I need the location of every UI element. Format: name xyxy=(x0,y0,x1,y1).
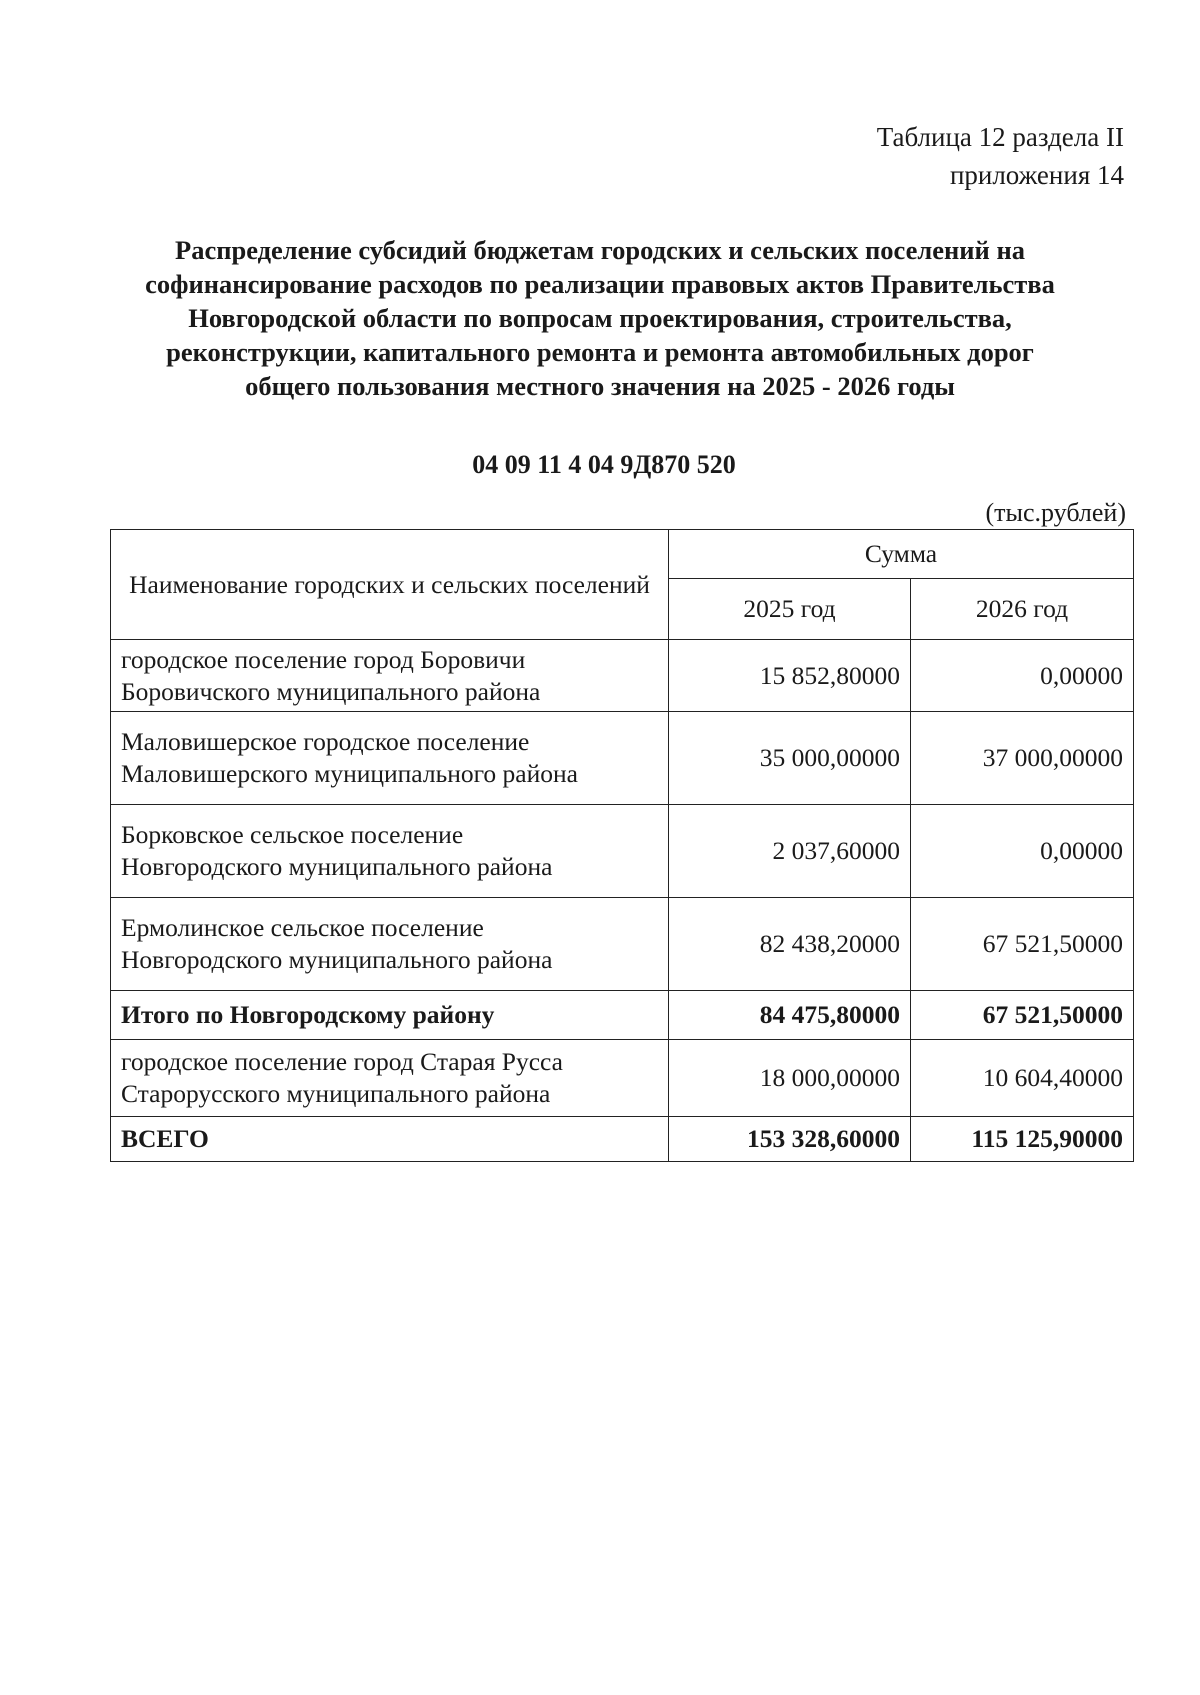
amount-2026: 0,00000 xyxy=(911,640,1134,712)
title-line-5: общего пользования местного значения на 2025 - 2026 годы xyxy=(245,371,955,401)
amount-2025: 15 852,80000 xyxy=(669,640,911,712)
amount-2026: 37 000,00000 xyxy=(911,712,1134,805)
header-settlement-name: Наименование городских и сельских поселений xyxy=(111,530,669,640)
table-header-row xyxy=(111,530,1134,579)
settlement-name-line-2: Боровичского муниципального района xyxy=(121,676,541,706)
subtotal-label: Итого по Новгородскому району xyxy=(111,991,669,1040)
amount-2026: 0,00000 xyxy=(911,805,1134,898)
settlement-name xyxy=(111,1040,669,1117)
grand-total-2025: 153 328,60000 xyxy=(669,1117,911,1162)
settlement-name-line-1: Маловишерское городское поселение xyxy=(121,727,530,756)
grand-total-2026: 115 125,90000 xyxy=(911,1117,1134,1162)
settlement-name-line-2: Старорусского муниципального района xyxy=(121,1079,551,1108)
amount-2025: 2 037,60000 xyxy=(669,805,911,898)
grand-total-row xyxy=(111,1117,1134,1162)
header-sum: Сумма xyxy=(669,530,1134,579)
unit-label: (тыс.рублей) xyxy=(985,498,1126,527)
settlement-name-line-2: Новгородского муниципального района xyxy=(121,852,553,881)
budget-classification-code: 04 09 11 4 04 9Д870 520 xyxy=(472,450,736,479)
settlement-name-line-2: Маловишерского муниципального района xyxy=(121,759,578,788)
settlement-name xyxy=(111,712,669,805)
title-line-4: реконструкции, капитального ремонта и ремонта автомобильных дорог xyxy=(166,337,1034,367)
table-row xyxy=(111,898,1134,991)
amount-2025: 35 000,00000 xyxy=(669,712,911,805)
document-title xyxy=(100,233,1100,403)
amount-2025: 82 438,20000 xyxy=(669,898,911,991)
settlement-name-line-2: Новгородского муниципального района xyxy=(121,945,553,974)
settlement-name-line-1: Ермолинское сельское поселение xyxy=(121,913,484,942)
table-reference xyxy=(877,118,1124,194)
table-reference-line-2: приложения 14 xyxy=(949,160,1124,190)
table-reference-line-1: Таблица 12 раздела II xyxy=(876,122,1124,152)
subsidy-table xyxy=(110,529,1134,1162)
settlement-name-line-1: городское поселение город Боровичи xyxy=(121,644,526,674)
settlement-name xyxy=(111,898,669,991)
table-row xyxy=(111,805,1134,898)
table-row xyxy=(111,712,1134,805)
title-line-2: софинансирование расходов по реализации правовых актов Правительства xyxy=(145,269,1055,299)
settlement-name xyxy=(111,640,669,712)
amount-2026: 10 604,40000 xyxy=(911,1040,1134,1117)
settlement-name xyxy=(111,805,669,898)
settlement-name-line-1: Борковское сельское поселение xyxy=(121,820,464,849)
title-line-3: Новгородской области по вопросам проектирования, строительства, xyxy=(188,303,1012,333)
subtotal-2026: 67 521,50000 xyxy=(911,991,1134,1040)
subtotal-row xyxy=(111,991,1134,1040)
header-year-2025: 2025 год xyxy=(669,579,911,640)
grand-total-label: ВСЕГО xyxy=(111,1117,669,1162)
header-year-2026: 2026 год xyxy=(911,579,1134,640)
subtotal-2025: 84 475,80000 xyxy=(669,991,911,1040)
title-line-1: Распределение субсидий бюджетам городских и сельских поселений на xyxy=(175,235,1025,265)
table-row xyxy=(111,1040,1134,1117)
amount-2025: 18 000,00000 xyxy=(669,1040,911,1117)
amount-2026: 67 521,50000 xyxy=(911,898,1134,991)
settlement-name-line-1: городское поселение город Старая Русса xyxy=(121,1047,563,1076)
table-row xyxy=(111,640,1134,712)
